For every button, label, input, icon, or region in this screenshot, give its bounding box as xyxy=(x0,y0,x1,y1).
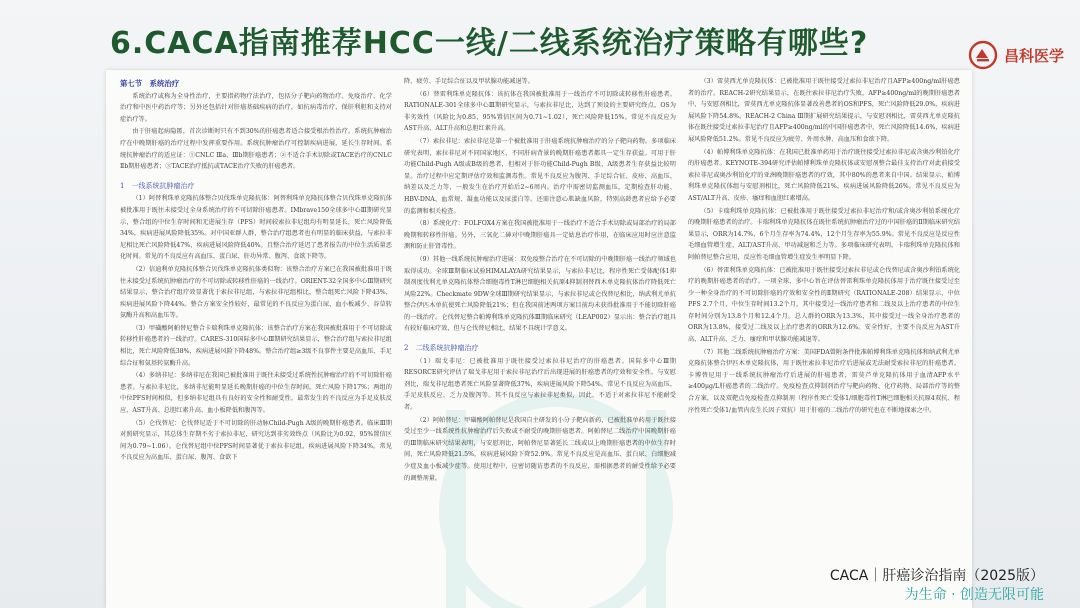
source-reference: CACA｜肝癌诊治指南（2025版） xyxy=(829,568,1044,584)
paragraph: （1）瑞戈非尼：已被批准用于既往接受过索拉非尼治疗的肝癌患者。国际多中心Ⅲ期RESORCE研究评估了瑞戈非尼用于索拉非尼治疗后出现进展的肝癌患者的疗效和安全性。与安慰剂比，瑞戈非尼组患者死亡风险显著降低37%，疾病进展风险下降54%。常见不良反应为高血压、手足皮肤反应、乏力及腹泻等。其不良反应与索拉非尼类似，因此，不适于对索拉非尼不能耐受者。 xyxy=(404,357,676,412)
subsection-title-first-line: 1 一线系统抗肿瘤治疗 xyxy=(120,181,195,190)
document-column-1 xyxy=(120,76,392,606)
paragraph: （9）其他一线系统抗肿瘤治疗进展：双免疫整合治疗在不可切除的中晚期肝癌一线治疗领域也取得成功。全球Ⅲ期临床试验HIMALAYA研究结果显示，与索拉非尼比，程序性死亡受体配体1抑制剂度伐利尤单克隆抗体整合细胞毒性T淋巴细胞相关抗原4抑制剂替西木单克隆抗体治疗降低死亡风险22%。Checkmate 9DW全球Ⅲ期研究结果显示，与索拉非尼或仑伐替尼相比，纳武利尤单抗整合伊匹木单抗使死亡风险降低21%；但在我国前述两项方案目前均未获得批准用于不能切除肝癌的一线治疗。仑伐替尼整合帕博利珠单克隆抗体Ⅲ期临床研究（LEAP002）显示出：整合治疗组具有较好临床疗效，但与仑伐替尼相比，结果不具统计学意义。 xyxy=(404,255,676,333)
paragraph: （4）多纳非尼：多纳非尼在我国已被批准用于既往未接受过系统性抗肿瘤治疗的不可切除肝癌患者。与索拉非尼比，多纳非尼能明显延长晚期肝癌的中位生存时间，死亡风险下降17%；两组的中位PFS时间相似，但多纳非尼组具有良好的安全性和耐受性。最常发生的不良反应为手足皮肤反应、AST升高、总胆红素升高、血小板降低和腹泻等。 xyxy=(120,372,392,415)
paragraph: （2）信迪利单克隆抗体整合贝伐珠单克隆抗体类似物：该整合治疗方案已在我国被批准用于既往未接受过系统抗肿瘤治疗的不可切除或转移性肝癌的一线治疗。ORIENT-32全国多中心Ⅲ期研究结果显示，整合治疗组疗效显著优于索拉非尼组，与索拉非尼组相比，整合组死亡风险下降43%，疾病进展风险下降44%。整合方案安全性较好，最常见的不良反应为蛋白尿、血小板减少、谷草转氨酶升高和高血压等。 xyxy=(120,265,392,320)
paragraph: （5）卡瑞利珠单克隆抗体：已被批准用于既往接受过索拉非尼治疗和/或含奥沙利铂系统化疗的晚期肝癌患者的治疗。卡瑞利珠单克隆抗体在既往系统抗肿瘤治疗过的中国肝癌的Ⅱ期临床研究结果显示，ORR为14.7%，6个月生存率为74.4%，12个月生存率为55.9%。常见不良反应是反应性毛细血管增生症、ALT/AST升高、甲功减退和乏力等。多项临床研究表明，卡瑞利珠单克隆抗体和阿帕替尼整合应用，反应性毛细血管增生症发生率明显下降。 xyxy=(688,207,960,261)
paragraph: （3）甲磺酸阿帕替尼整合卡瑞利珠单克隆抗体：该整合治疗方案在我国被批准用于不可切除或转移性肝癌患者的一线治疗。CARES-310国际多中心Ⅲ期研究结果显示，整合治疗组与索拉非尼组相比，死亡风险降低38%，疾病进展风险下降48%。整合治疗组≥3级不良事件主要是高血压、手足综合征和氨基转氨酶升高。 xyxy=(120,324,392,367)
paragraph: （7）其他二线系统抗肿瘤治疗方案：美国FDA曾附条件批准帕博利珠单克隆抗体和纳武利尤单克隆抗体整合伊匹木单克隆抗体，用于既往索拉非尼治疗后进展或无法耐受索拉非尼的肝癌患者。卡博替尼用于一线系统抗肿瘤治疗后进展的肝癌患者，雷莫芦单克隆抗体用于血清AFP水平≥400μg/L肝癌患者的二线治疗。免疫检查点抑制剂治疗与靶向药物、化疗药物、局部治疗等的整合方案，以及双靶点免疫检查点抑制剂（程序性死亡受体1/细胞毒性T淋巴细胞相关抗原4双抗、程序性死亡受体1/血管内皮生长因子双抗）用于肝癌的二线治疗的研究也在不断地探索之中。 xyxy=(688,348,960,414)
brand-slogan: 为生命 · 创造无限可能 xyxy=(904,587,1044,603)
paragraph: （2）阿帕替尼：甲磺酸阿帕替尼是我国自主研发的小分子靶向新药，已被批准单药用于既往接受过至少一线系统性抗肿瘤治疗后失败或不耐受的晚期肝癌患者。阿帕替尼二线治疗中国晚期肝癌的Ⅲ期临床研究结果表明，与安慰剂比，阿帕替尼显著延长二线或以上晚期肝癌患者的中位生存时间，死亡风险降低21.5%，疾病进展风险下降52.9%。常见不良反应是高血压、蛋白尿、白细胞减少症及血小板减少症等。使用过程中，应密切随访患者的不良反应，需根据患者的耐受性给予必要的调整剂量。 xyxy=(404,416,676,482)
paragraph: （5）仑伐替尼：仑伐替尼适于不可切除的肝动脉Child-Pugh A级的晚期肝癌患者。临床Ⅲ期对照研究显示，其总体生存期不劣于索拉非尼，研究达到非劣效终点（风险比为0.92，95%置信区间为0.79~1.06）。仑伐替尼组中位PFS时间显著优于索拉非尼组，疾病进展风险下降34%。常见不良反应为高血压、蛋白尿、腹泻、食欲下 xyxy=(120,419,392,462)
slide-title: 6.CACA指南推荐HCC一线/二线系统治疗策略有哪些? xyxy=(110,26,869,61)
section-title: 第七节 系统治疗 xyxy=(120,79,180,88)
paragraph: 由于肝癌起病隐匿，首次诊断时只有不到30%的肝癌患者适合接受根治性治疗。系统抗肿瘤治疗在中晚期肝癌的治疗过程中发挥重要作用。系统抗肿瘤治疗可控制疾病进展，延长生存时间。系统抗肿瘤治疗的适应证：①CNLC Ⅲa、Ⅲb期肝癌患者；②不适合手术切除或TACE治疗的CNLC Ⅱb期肝癌患者；③TACE治疗抵抗或TACE治疗失败的肝癌患者。 xyxy=(120,128,392,171)
document-column-3 xyxy=(688,76,960,606)
paragraph: 降、疲劳、手足综合征以及甲状腺功能减退等。 xyxy=(404,78,534,85)
paragraph: （8）系统化疗：FOLFOX4方案在我国被批准用于一线治疗不适合手术切除或局部治疗的局部晚期和转移性肝癌。另外，三氧化二砷对中晚期肝癌具一定姑息治疗作用，在临床应用时应注意监测和防止肝肾毒性。 xyxy=(404,220,676,251)
paragraph: （6）替雷利珠单克隆抗体：该抗体在我国被批准用于一线治疗不可切除或转移性肝癌患者。RATIONALE-301全球多中心Ⅲ期研究显示，与索拉非尼比，达到了预设的主要研究终点，OS为非劣效性（风险比为0.85，95%置信区间为0.71~1.02），死亡风险降低15%。常见不良反应为AST升高、ALT升高和总胆红素升高。 xyxy=(404,90,676,133)
paragraph: 系统治疗或称为全身性治疗，主要指药物疗法治疗，包括分子靶向药物治疗、免疫治疗、化学治疗和中医中药治疗等；另外还包括针对肝癌基础疾病的治疗，如抗病毒治疗、保肝利胆和支持对症治疗等。 xyxy=(120,92,392,123)
paragraph: （4）帕博利珠单克隆抗体：在我国已批准单药用于治疗既往接受过索拉非尼或含奥沙利铂化疗的肝癌患者。KEYNOTE-394研究评估帕博利珠单克隆抗体或安慰剂整合最佳支持治疗对此前接受索拉非尼或奥沙利铂化疗的亚洲晚期肝癌患者的疗效，其中80%的患者来自中国。结果显示，帕博利珠单克隆抗体组与安慰剂相比，死亡风险降低21%，疾病进展风险降低26%。常见不良反应为AST/ALT升高、皮疹、瘙痒和血胆红素增高。 xyxy=(688,148,960,202)
brand-logo xyxy=(968,40,1064,70)
document-column-2 xyxy=(404,76,676,606)
paragraph: （3）雷莫西尤单克隆抗体：已被批准用于既往接受过索拉非尼治疗且AFP≥400ng/ml肝癌患者的治疗。REACH-2研究结果显示，在既往索拉非尼治疗失败，AFP≥400ng/ml的晚期肝癌患者中，与安慰剂相比，雷莫西尤单克隆抗体显著改善患者的OS和PFS，死亡风险降低29.0%，疾病进展风险下降54.8%。REACH-2 China Ⅲ期扩展研究结果提示，与安慰剂相比，雷莫西尤单克隆抗体在既往接受过索拉非尼治疗且AFP≥400ng/ml的中国肝癌患者中，死亡风险降低14.6%，疾病进展风险降低51.2%。常见不良反应为疲劳、外周水肿、高血压和食欲下降。 xyxy=(688,78,960,143)
paragraph: （1）阿替利珠单克隆抗体整合贝伐珠单克隆抗体：阿替利珠单克隆抗体整合贝伐珠单克隆抗体被批准用于既往未接受过全身系统治疗的不可切除肝癌患者。IMbrave150全球多中心Ⅲ期研究显示，整合组的中位生存时间和无进展生存（PFS）时间较索拉非尼组均有明显延长，死亡风险降低34%，疾病进展风险降低35%。对中国亚群人群，整合治疗组患者也有明显的临床获益，与索拉非尼相比死亡风险降低47%，疾病进展风险降低40%。且整合治疗延迟了患者报告的中位生活质量恶化时间。常见的不良反应有高血压、蛋白尿、肝功异常、腹泻、食欲下降等。 xyxy=(120,195,392,261)
changke-logo-icon xyxy=(968,40,998,70)
subsection-title-second-line: 2 二线系统抗肿瘤治疗 xyxy=(404,344,479,353)
paragraph: （6）替雷利珠单克隆抗体：已被批准用于既往接受过索拉非尼或仑伐替尼或含奥沙利铂系统化疗的晚期肝癌患者的治疗。一项全球、多中心旨在评估替雷利珠单克隆抗体用于治疗既往接受过至少一种全身治疗的不可切除肝癌的疗效和安全性的Ⅱ期研究（RATIONALE-208）结果显示，中位PFS 2.7个月，中位生存时间13.2个月，其中接受过一线治疗患者和二线及以上治疗患者的中位生存时间分别为13.8个月和12.4个月。总人群的ORR为13.3%，其中接受过一线全身治疗患者的ORR为13.8%，接受过二线及以上治疗患者的ORR为12.6%。安全性好，主要不良反应为AST升高、ALT升高、乏力、瘙痒和甲状腺功能减退等。 xyxy=(688,266,960,344)
guideline-page-scan xyxy=(106,70,972,608)
brand-name: 昌科医学 xyxy=(1003,46,1064,65)
paragraph: （7）索拉非尼：索拉非尼是第一个被批准用于肝癌系统抗肿瘤治疗的分子靶向药物。多项临床研究表明，索拉非尼对不同国家地区、不同肝病背景的晚期肝癌患者都具一定生存获益。可用于肝功能Child-Pugh A级或B级的患者，但相对于肝功能Child-Pugh B级，A级患者生存获益比较明显。治疗过程中应定期评估疗效和监测毒性。常见不良反应为腹泻、手足综合征、皮疹、高血压、纳差以及乏力等，一般发生在治疗开始后2~6周内。治疗中需密切监测血压，定期检查肝功能、HBV-DNA、血常规、凝血功能以及尿蛋白等。还需注意心肌缺血风险，特别高龄患者应给予必要的监测和相关检查。 xyxy=(404,137,676,215)
